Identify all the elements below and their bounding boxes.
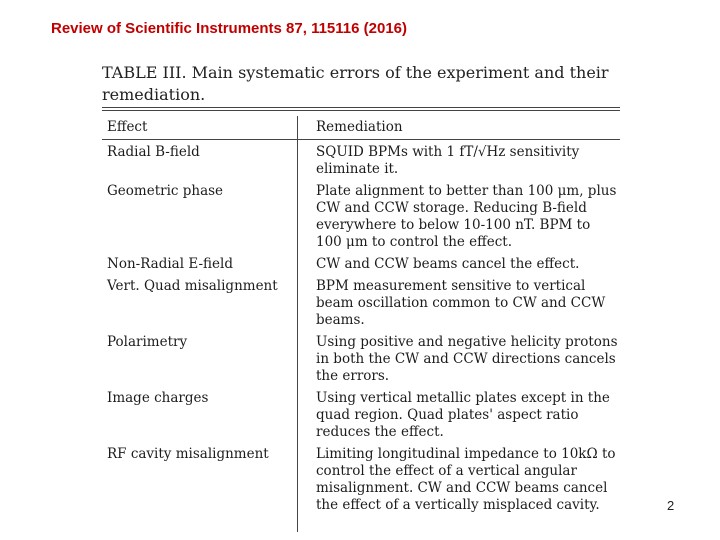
column-header-effect: Effect xyxy=(107,119,148,135)
citation-header: Review of Scientific Instruments 87, 115116 (2016) xyxy=(51,20,408,37)
effect-cell: Polarimetry xyxy=(107,334,188,350)
effect-cell: Image charges xyxy=(107,390,209,406)
remediation-cell: Limiting longitudinal impedance to 10kΩ to control the effect of a vertical angular misalignment. CW and CCW beams cancel the effect of a vertically misplaced cavity. xyxy=(316,446,616,513)
effect-cell: Geometric phase xyxy=(107,183,224,199)
remediation-cell: BPM measurement sensitive to vertical beam oscillation common to CW and CCW beams. xyxy=(316,278,606,328)
table-top-rule-double xyxy=(102,110,620,111)
table-header-rule xyxy=(102,139,620,140)
remediation-cell: Plate alignment to better than 100 μm, plus CW and CCW storage. Reducing B-field everywhere to below 10-100 nT. BPM to 100 μm to control the effect. xyxy=(316,183,617,250)
column-header-remediation: Remediation xyxy=(316,119,403,135)
remediation-cell: Using vertical metallic plates except in the quad region. Quad plates' aspect ratio reduces the effect. xyxy=(316,390,610,440)
effect-cell: Radial B-field xyxy=(107,144,200,160)
effect-cell: Non-Radial E-field xyxy=(107,256,233,272)
table-caption: TABLE III. Main systematic errors of the experiment and their remediation. xyxy=(102,63,609,104)
remediation-cell: SQUID BPMs with 1 fT/√Hz sensitivity eliminate it. xyxy=(316,144,580,177)
effect-cell: Vert. Quad misalignment xyxy=(107,278,278,294)
table-column-divider xyxy=(297,116,298,532)
effect-cell: RF cavity misalignment xyxy=(107,446,269,462)
page-number: 2 xyxy=(667,498,675,513)
remediation-cell: Using positive and negative helicity protons in both the CW and CCW directions cancels the errors. xyxy=(316,334,618,384)
table-top-rule xyxy=(102,107,620,108)
remediation-cell: CW and CCW beams cancel the effect. xyxy=(316,256,580,272)
